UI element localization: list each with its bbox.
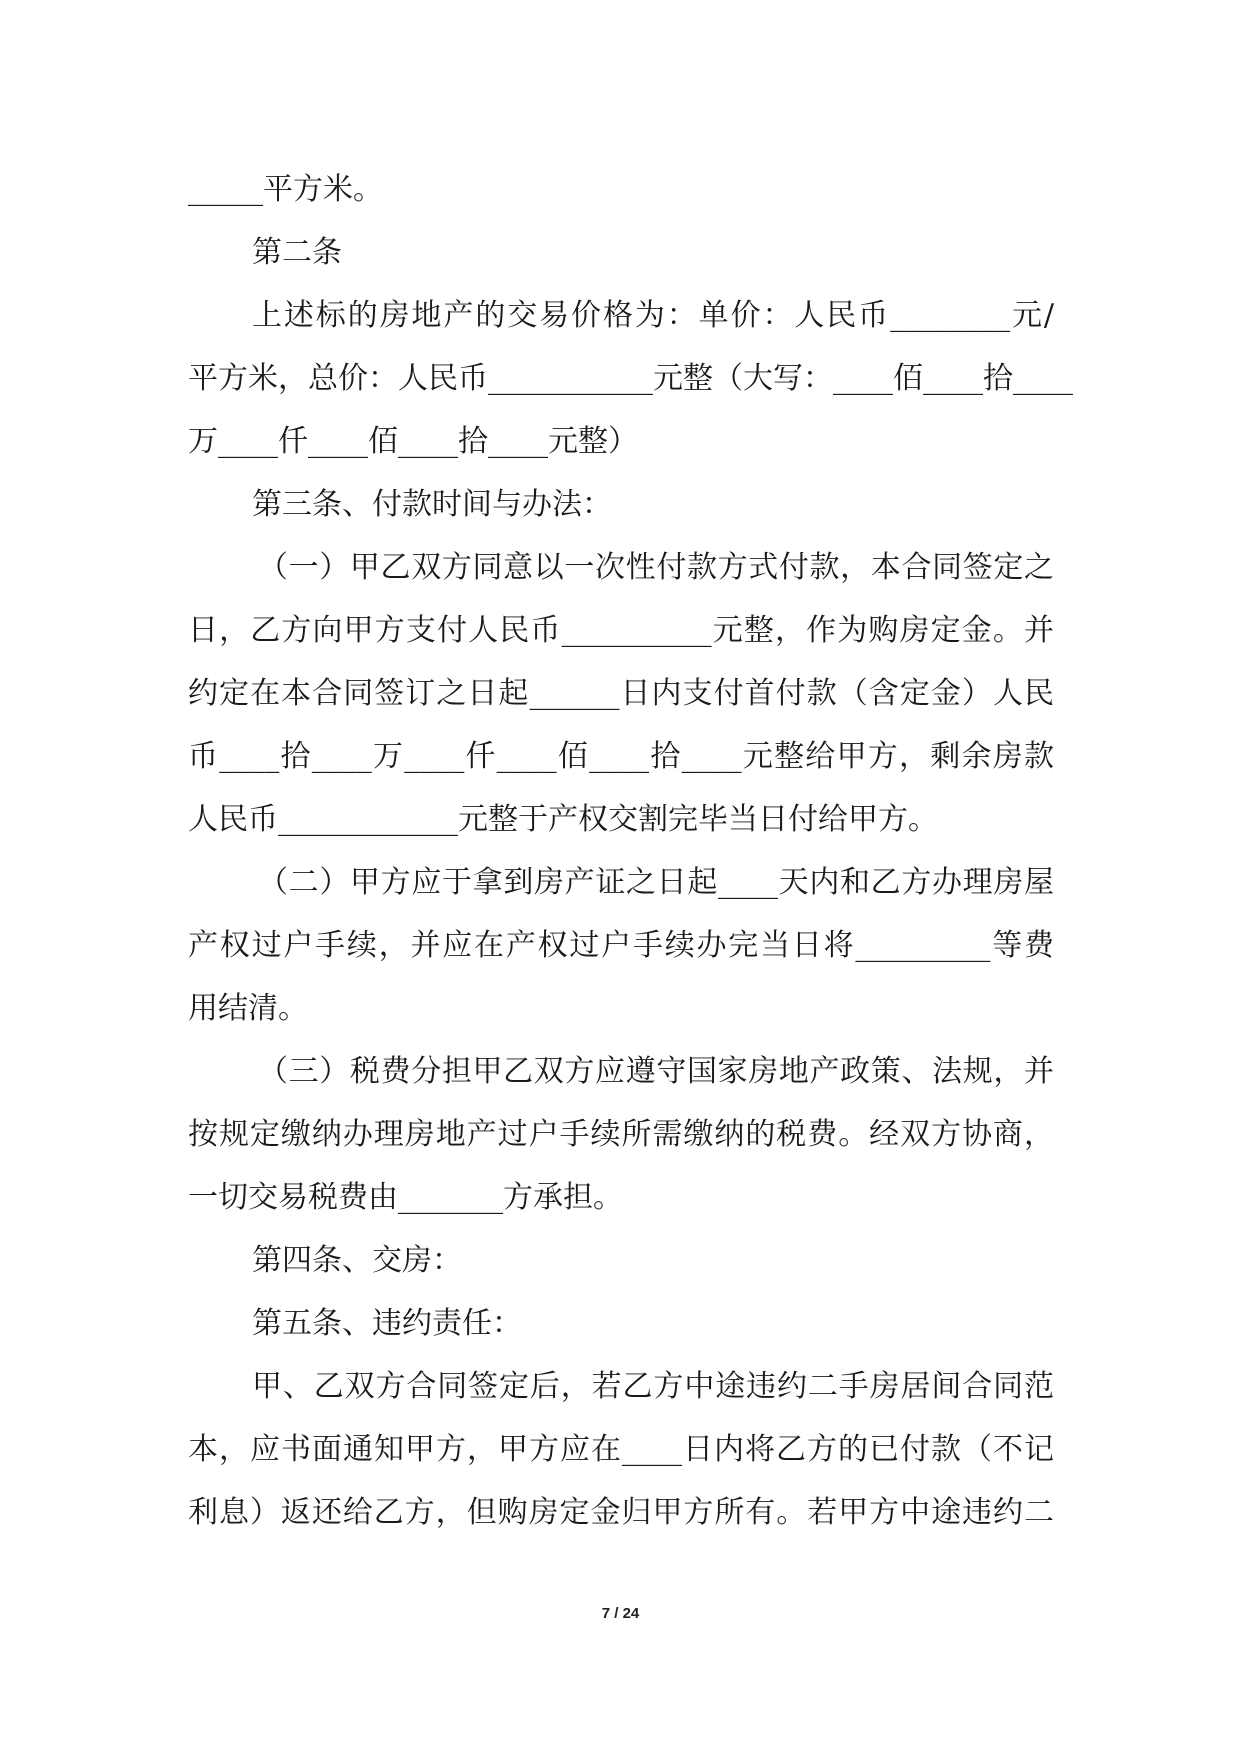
body-line: 万____仟____佰____拾____元整） [188,424,638,459]
article-heading: 第二条 [252,235,342,270]
body-line: 约定在本合同签订之日起______日内支付首付款（含定金）人民 [188,676,1054,711]
body-line: （一）甲乙双方同意以一次性付款方式付款，本合同签定之 [258,550,1054,585]
body-line: 上述标的房地产的交易价格为：单价：人民币________元/ [252,298,1054,333]
body-line: 按规定缴纳办理房地产过户手续所需缴纳的税费。经双方协商， [188,1117,1054,1152]
body-line: 利息）返还给乙方，但购房定金归甲方所有。若甲方中途违约二 [188,1495,1054,1530]
body-line: 平方米，总价：人民币___________元整（大写：____佰____拾____ [188,361,1073,396]
article-heading: 第三条、付款时间与办法： [252,487,612,522]
body-line: （二）甲方应于拿到房产证之日起____天内和乙方办理房屋 [258,865,1054,900]
body-line: 甲、乙双方合同签定后，若乙方中途违约二手房居间合同范 [252,1369,1054,1404]
body-line: 一切交易税费由_______方承担。 [188,1180,623,1215]
body-line: 人民币____________元整于产权交割完毕当日付给甲方。 [188,802,938,837]
body-line: 本，应书面通知甲方，甲方应在____日内将乙方的已付款（不记 [188,1432,1054,1467]
body-line: （三）税费分担甲乙双方应遵守国家房地产政策、法规，并 [258,1054,1054,1089]
page-number: 7 / 24 [601,1605,640,1622]
body-line: 产权过户手续，并应在产权过户手续办完当日将_________等费 [188,928,1054,963]
body-line: 币____拾____万____仟____佰____拾____元整给甲方，剩余房款 [188,739,1054,774]
article-heading: 第五条、违约责任： [252,1306,522,1341]
document-body [188,158,1073,1544]
body-line: 日，乙方向甲方支付人民币__________元整，作为购房定金。并 [188,613,1054,648]
body-line: _____平方米。 [188,172,383,207]
body-line: 用结清。 [188,991,308,1026]
article-heading: 第四条、交房： [252,1243,462,1278]
